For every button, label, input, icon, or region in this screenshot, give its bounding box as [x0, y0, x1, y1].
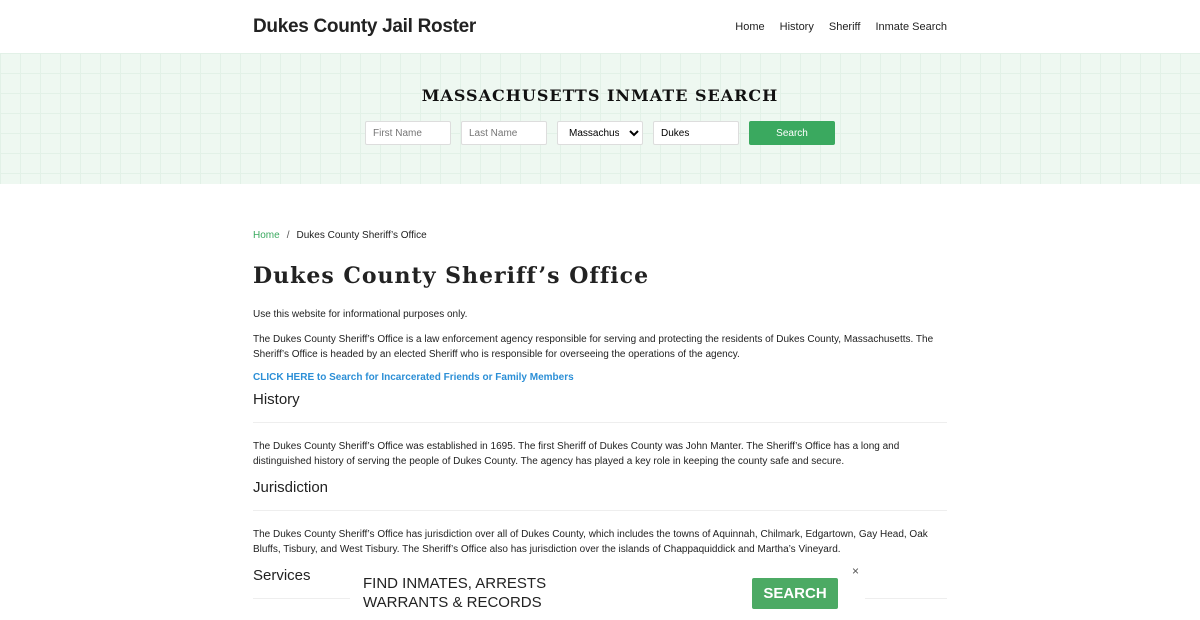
section-heading-services: Services	[253, 567, 947, 599]
nav-inmate-search[interactable]: Inmate Search	[875, 20, 947, 33]
state-select[interactable]	[557, 121, 643, 145]
breadcrumb-current: Dukes County Sheriff’s Office	[296, 230, 427, 241]
description-text: The Dukes County Sheriff’s Office is a law enforcement agency responsible for serving and protecting the residents of Dukes County, Massachusetts. The Sheriff’s Office is headed by an elected Sheriff who is responsible for overseeing the operations of the agency.	[253, 334, 934, 360]
jurisdiction-text: The Dukes County Sheriff’s Office has jurisdiction over all of Dukes County, which includes the towns of Aquinnah, Chilmark, Edgartown, Gay Head, Oak Bluffs, Tisbury, and West Tisbury. The Sheriff’s Office also has jurisdiction over the islands of Chappaquiddick and Martha’s Vineyard.	[253, 529, 928, 555]
ad-text: FIND INMATES, ARRESTS WARRANTS & RECORDS	[363, 575, 547, 611]
county-input[interactable]	[653, 121, 739, 145]
close-icon[interactable]: ×	[851, 564, 859, 578]
top-nav	[0, 0, 1200, 53]
ad-search-button[interactable]: SEARCH	[752, 578, 838, 609]
breadcrumb: Home / Dukes County Sheriff’s Office	[253, 230, 427, 241]
nav-history[interactable]: History	[779, 20, 814, 33]
first-name-input[interactable]	[365, 121, 451, 145]
nav-home[interactable]: Home	[735, 20, 765, 33]
history-text: The Dukes County Sheriff’s Office was established in 1695. The first Sheriff of Dukes County was John Manter. The Sheriff’s Office has a long and distinguished history of serving the people of Dukes County. The agency has played a key role in keeping the county safe and secure.	[253, 441, 900, 467]
search-cta-link[interactable]: CLICK HERE to Search for Incarcerated Friends or Family Members	[253, 372, 574, 383]
search-hero	[0, 53, 1200, 184]
intro-text: Use this website for informational purposes only.	[253, 309, 468, 320]
page-title: Dukes County Sheriff’s Office	[253, 263, 650, 289]
search-button[interactable]: Search	[749, 121, 835, 145]
site-title[interactable]: Dukes County Jail Roster	[253, 15, 476, 37]
breadcrumb-home[interactable]: Home	[253, 230, 280, 241]
section-heading-history: History	[253, 391, 947, 423]
nav-sheriff[interactable]: Sheriff	[828, 20, 861, 33]
ad-banner	[350, 566, 865, 620]
search-form	[0, 121, 1200, 145]
hero-title: MASSACHUSETTS INMATE SEARCH	[421, 86, 779, 105]
section-heading-jurisdiction: Jurisdiction	[253, 479, 947, 511]
last-name-input[interactable]	[461, 121, 547, 145]
